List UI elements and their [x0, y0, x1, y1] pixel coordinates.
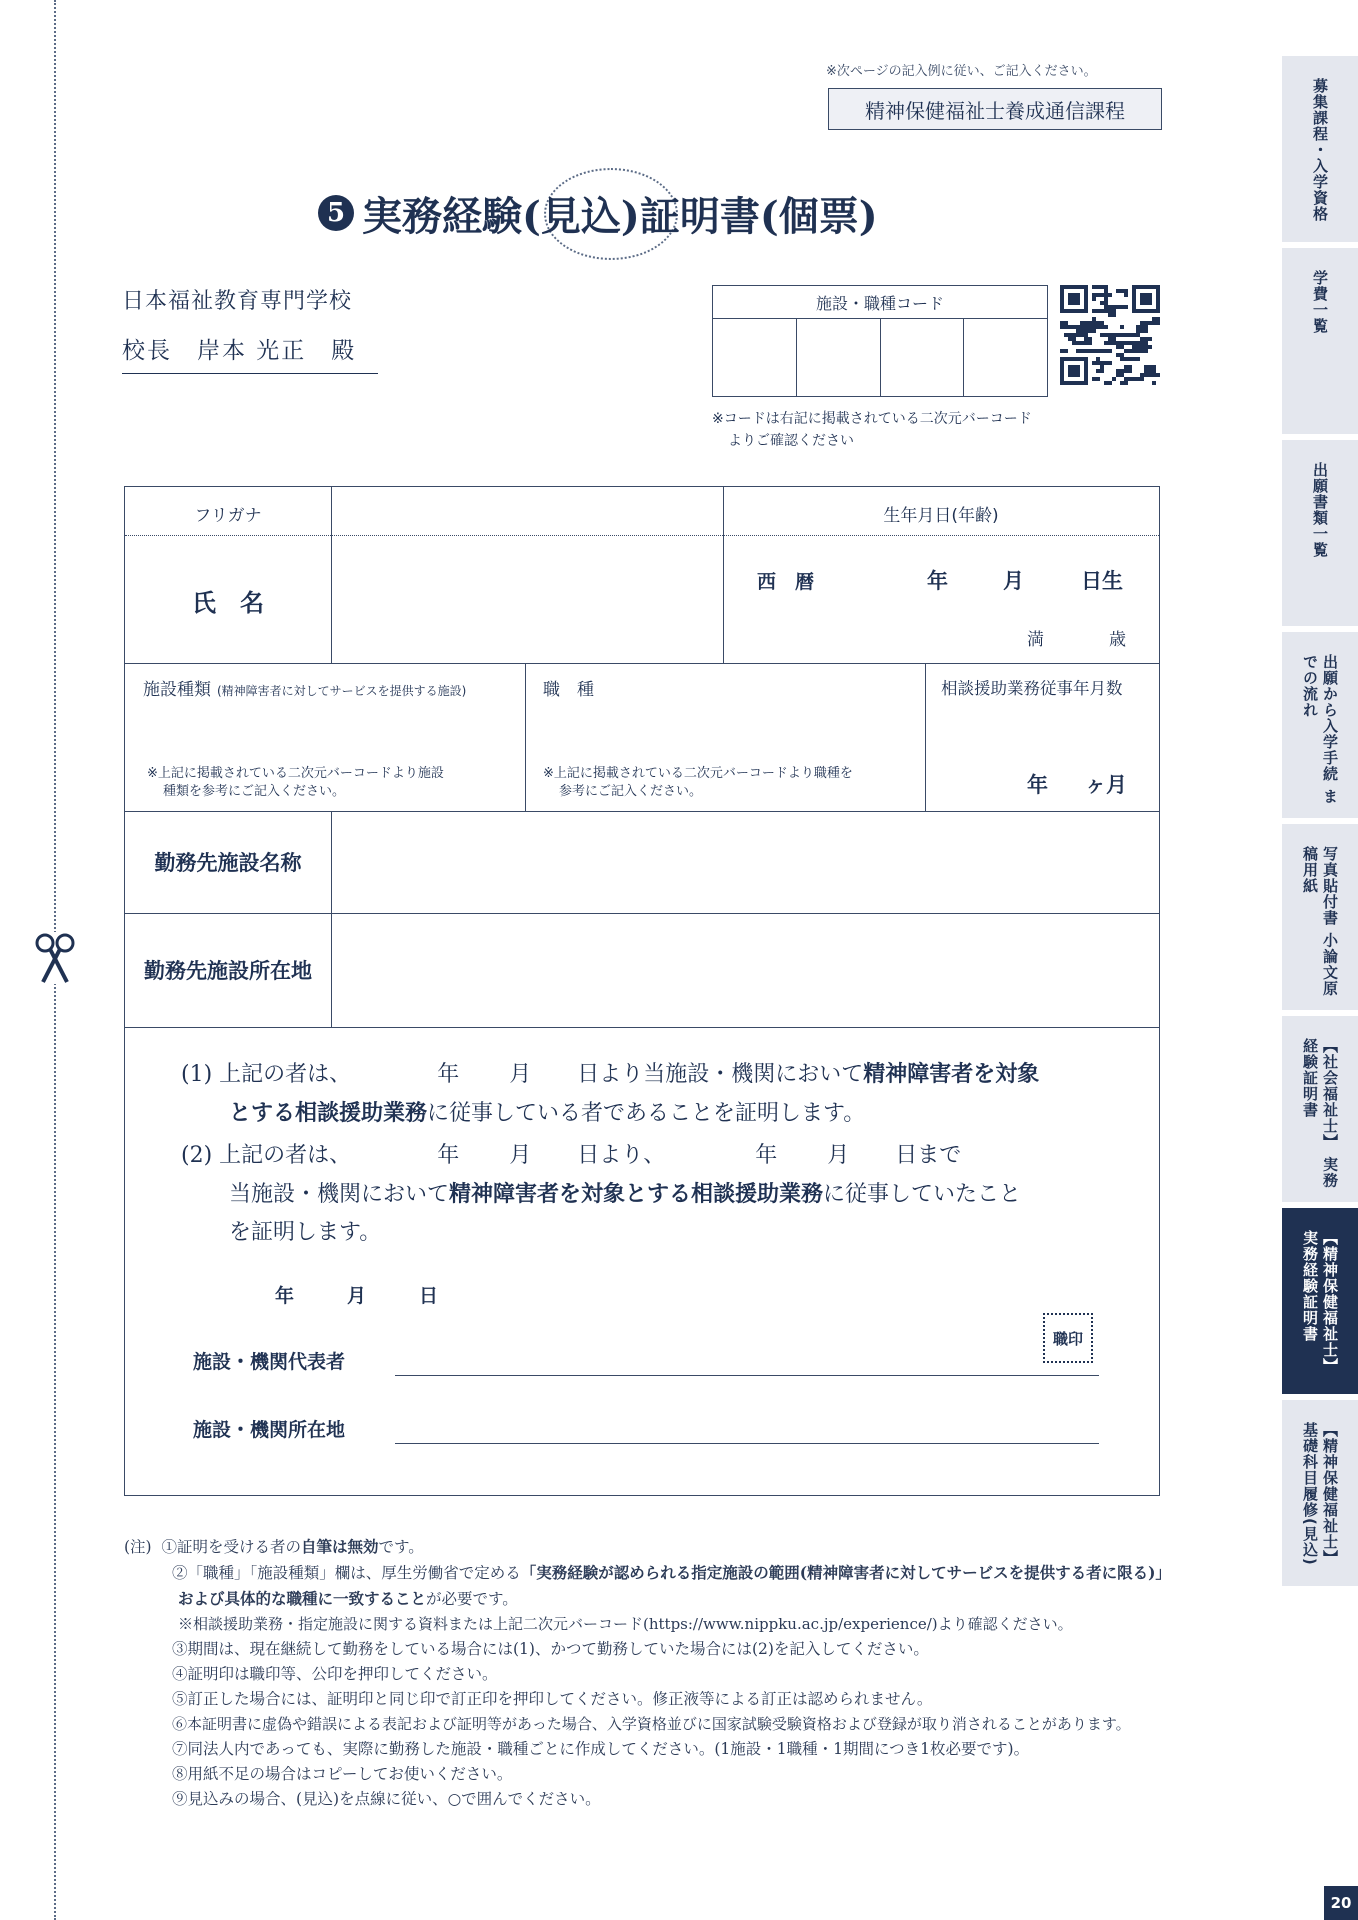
qr-code-icon — [1060, 285, 1160, 385]
school-name: 日本福祉教育専門学校 — [122, 289, 353, 314]
seireki-label: 西 暦 — [757, 571, 815, 593]
page-number: 20 — [1324, 1886, 1358, 1920]
tab-tuition[interactable]: 学費一覧 — [1282, 248, 1358, 434]
scissors-icon — [34, 932, 76, 984]
location-label: 施設・機関所在地 — [193, 1419, 346, 1441]
age-sai-label: 歳 — [1109, 630, 1126, 650]
job-label: 職 種 — [543, 680, 594, 700]
years-header: 相談援助業務従事年月数 — [941, 679, 1123, 698]
number-badge: 5 — [318, 195, 354, 231]
facility-type-note: ※上記に掲載されている二次元バーコードより施設 種類を参考にご記入ください。 — [147, 766, 444, 799]
tab-admission-flow[interactable]: 出願から入学手続 までの流れ — [1282, 632, 1358, 818]
birth-day-label: 日生 — [1081, 569, 1123, 593]
date-day-label: 日 — [419, 1285, 439, 1307]
official-seal-box: 職印 — [1043, 1313, 1093, 1363]
code-cell-3[interactable] — [881, 319, 965, 396]
certificate-form — [124, 486, 1160, 1496]
representative-label: 施設・機関代表者 — [193, 1351, 346, 1373]
course-label: 精神保健福祉士養成通信課程 — [828, 88, 1162, 130]
workplace-name-field[interactable] — [332, 813, 1158, 911]
top-note: ※次ページの記入例に従い、ご記入ください。 — [826, 64, 1097, 79]
workplace-address-field[interactable] — [332, 915, 1158, 1025]
code-cell-2[interactable] — [797, 319, 881, 396]
furigana-field[interactable] — [332, 489, 722, 533]
tab-photo-essay[interactable]: 写真貼付書 小論文原稿用紙 — [1282, 824, 1358, 1010]
birth-year-label: 年 — [927, 569, 948, 593]
workplace-address-label: 勤務先施設所在地 — [144, 959, 312, 983]
tab-psw-cert[interactable]: 【精神保健福祉士】 実務経験証明書 — [1282, 1208, 1358, 1394]
name-field[interactable] — [332, 539, 722, 661]
title-mikomi: (見込) — [522, 192, 640, 240]
name-label: 氏 名 — [192, 589, 264, 617]
workplace-name-label: 勤務先施設名称 — [154, 851, 302, 875]
facility-type-label: 施設種類 (精神障害者に対してサービスを提供する施設) — [143, 680, 467, 700]
location-line[interactable] — [395, 1443, 1099, 1444]
tab-recruitment[interactable]: 募集課程・入学資格 — [1282, 56, 1358, 242]
code-cell-4[interactable] — [964, 319, 1047, 396]
furigana-label: フリガナ — [194, 506, 262, 526]
job-note: ※上記に掲載されている二次元バーコードより職種を 参考にご記入ください。 — [543, 766, 853, 799]
birthdate-header: 生年月日(年齢) — [883, 506, 999, 526]
title-part3: 証明書(個票) — [639, 192, 878, 240]
birth-month-label: 月 — [1003, 569, 1024, 593]
notes: (注) ①証明を受ける者の自筆は無効です。 ②「職種」「施設種類」欄は、厚生労働省で定める「実務経験が認められる指定施設の範囲(精神障害者に対してサービスを提供する者に限る)」 および具体的な職種に一致することが必要です。 ※相談援助業務・指定施設に関する資料または上記二次元バーコード(https://www.nippku.ac.jp/experience/)より確認ください。 ③期間は、現在継続して勤務をしている場合には(1)、かつて勤務していた場合には(2)を記入してください。 ④証明印は職印等、公印を押印してください。 ⑤訂正した場合には、証明印と同じ印で訂正印を押印してください。修正液等による訂正は認められません。 ⑥本証明書に虚偽や錯誤による表記および証明等があった場合、入学資格並びに国家試験受験資格および登録が取り消されることがあります。 ⑦同法人内であっても、実際に勤務した施設・職種ごとに作成してください。(1施設・1職種・1期間につき1枚必要です)。 ⑧用紙不足の場合はコピーしてお使いください。 ⑨見込みの場合、(見込)を点線に従い、○で囲んでください。 — [124, 1537, 1171, 1808]
code-header: 施設・職種コード — [713, 286, 1047, 319]
years-nen-label: 年 — [1027, 773, 1048, 797]
principal-name: 校長 岸本 光正 殿 — [122, 332, 378, 374]
age-man-label: 満 — [1027, 630, 1044, 650]
date-year-label: 年 — [275, 1285, 295, 1307]
tab-psw-basic-courses[interactable]: 【精神保健福祉士】 基礎科目履修(見込) — [1282, 1400, 1358, 1586]
tab-social-worker-cert[interactable]: 【社会福祉士】 実務経験証明書 — [1282, 1016, 1358, 1202]
certificate-statement: (1) 上記の者は、 年 月 日より当施設・機関において精神障害者を対象 とする相談援助業務に従事している者であることを証明します。 (2) 上記の者は、 年 月 日より、 年 月 日まで 当施設・機関において精神障害者を対象とする相談援助業務に従事していたこと を証明します。 — [181, 1061, 1040, 1245]
facility-code-box — [712, 285, 1048, 397]
date-month-label: 月 — [347, 1285, 367, 1307]
tab-application-docs[interactable]: 出願書類一覧 — [1282, 440, 1358, 626]
title-part1: 実務経験 — [362, 192, 522, 240]
years-kagetsu-label: ヶ月 — [1085, 773, 1127, 797]
representative-line[interactable] — [395, 1375, 1099, 1376]
code-cell-1[interactable] — [713, 319, 797, 396]
page-title — [318, 180, 878, 246]
code-note: ※コードは右記に掲載されている二次元バーコード よりご確認ください — [712, 411, 1032, 449]
